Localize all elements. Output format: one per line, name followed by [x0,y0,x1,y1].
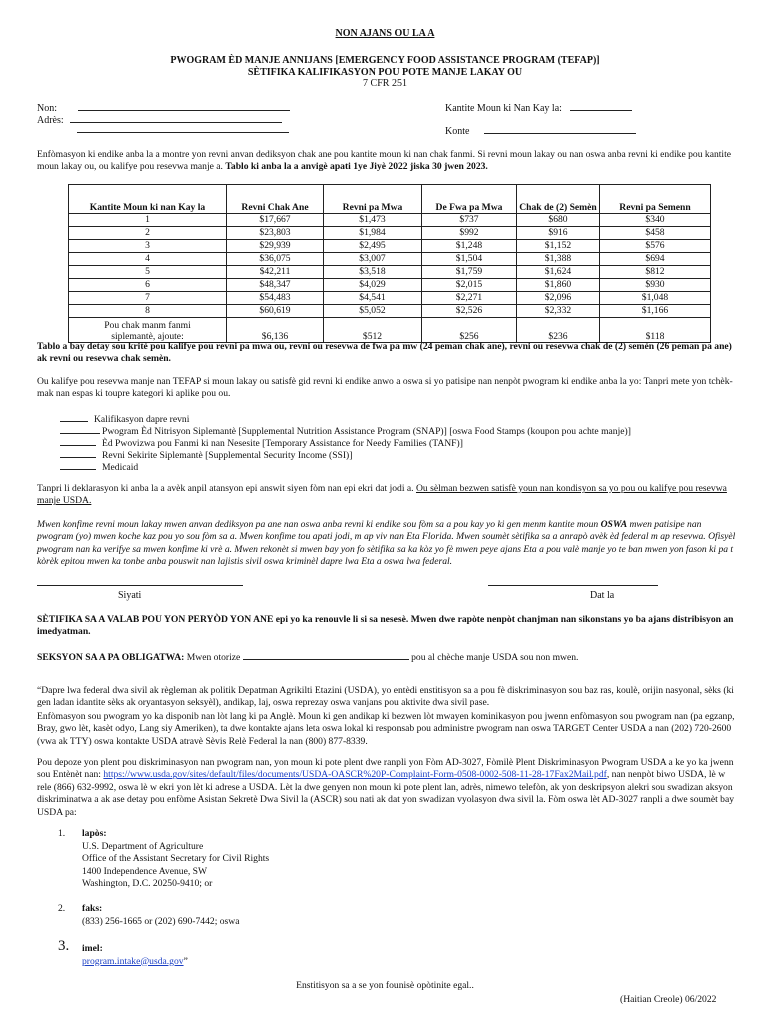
optional-text-before: Mwen otorize [186,652,241,663]
nondiscrimination-paragraph: “Dapre lwa federal dwa sivil ak règleman ak politik Depatman Agrikilti Etazini (USDA), yo entèdi enstitisyon sa a pou fè diskriminasyon sou baz ras, koulè, orijin nasyonal, sèks (ki gen ladan idantite sèks ak oryantasyon seksyèl), andikap, laj, oswa reprezay oswa vanjans pou aktivite dwa sivil pase. [37,685,734,709]
optional-section [37,650,578,664]
table-cell: $1,624 [517,266,600,279]
table-row [69,253,711,266]
table-cell: $2,015 [422,279,517,292]
form-version: (Haitian Creole) 06/2022 [620,994,717,1005]
table-cell: 4 [69,253,227,266]
validity-statement: SÈTIFIKA SA A VALAB POU YON PERYÒD YON ANE epi yo ka renouvle li si sa nesesè. Mwen dwe rapòte nenpòt chanjman nan sikonstans yo ba ajans distribisyon an imedyatman. [37,614,734,638]
table-cell: $737 [422,214,517,227]
contact-email-label: imel: [82,943,103,954]
table-cell: $29,939 [227,240,324,253]
complaint-part2: , nan nenpòt biwo USDA, lè w rele (866) 632-9992, oswa lè w ekri yon lèt ki adrese a USDA. Lèt la dwe genyen non moun ki pote plent lan, adrès, nimewo telefòn, ak yon deskripsyon alekri sou swadizan aksyon diskriminatwa a ak ase detay pou enfòme Asistan Sekretè Dwa Sivil la (ASCR) sou nati ak dat yon swadizan vyolasyon dwa sivil la. Fòm oswa lèt AD-3027 ranpli a dwe soumèt bay USDA pa: [37,769,735,818]
name-blank[interactable] [78,101,290,111]
table-cell: $2,526 [422,305,517,318]
contact-mail [82,828,269,891]
table-cell: $48,347 [227,279,324,292]
table-cell: $1,166 [600,305,711,318]
checklist-label: Medicaid [102,462,139,473]
intro-text: Enfòmasyon ki endike anba la a montre yon revni anvan dediksyon chak ane pou kantite moun ki nan chak fanmi. Si revni moun lakay ou nan oswa anba revni ki endike pou kantite moun lakay ou, ou kalifye pou resevwa manje a. [37,149,732,173]
table-row [69,266,711,279]
table-row [69,279,711,292]
table-cell: $118 [600,318,711,343]
table-cell: $992 [422,227,517,240]
table-cell: $1,388 [517,253,600,266]
header-biweekly: Chak de (2) Semèn [517,185,600,214]
table-cell: $36,075 [227,253,324,266]
table-cell: $1,473 [324,214,422,227]
checklist-label: Èd Pwovizwa pou Fanmi ki nan Nesesite [Temporary Assistance for Needy Families (TANF)] [102,438,463,449]
checklist-label: Pwogram Èd Nitrisyon Siplemantè [Supplemental Nutrition Assistance Program (SNAP)] [oswa Food Stamps (koupon pou achte manje)] [102,426,631,437]
affirmation-part2: mwen patisipe nan pwogram (yo) mwen koche kaz pou yo sou fòm sa a. Mwen konfime tou apati jodi, m ap viv nan Eta Florida. Mwen soumèt sètifika sa a anrapò avèk èd federal m ap resevwa. Ofisyèl pwogram nan ka verifye sa mwen konfime ki vrè a. Mwen rekonèt si mwen bay yon fo sètifika sa ka kòz yo fè mwen peye ajans Eta a pou valè manje yo te ban mwen yon fason ki pa t kòrèk epitou mwen ka tonbe anba pouswit nan lajistis sivil oswa kriminèl dapre lwa Eta a oswa lwa federal. [37,519,736,568]
header-monthly: Revni pa Mwa [324,185,422,214]
contact-number-2: 2. [58,903,66,914]
table-cell: $1,048 [600,292,711,305]
household-count-blank[interactable] [570,101,632,111]
address-blank-line2[interactable] [77,132,289,133]
table-row [69,227,711,240]
checkbox-medicaid[interactable] [60,460,138,474]
declaration-underlined: Ou sèlman bezwen satisfè youn nan kondisyon sa yo pou ou kalifye pou resevwa manje USDA. [37,483,727,507]
agency-name-title: NON AJANS OU LA A [335,28,435,39]
table-cell: $256 [422,318,517,343]
proxy-name-blank[interactable] [243,650,409,660]
email-link[interactable]: program.intake@usda.gov [82,955,184,967]
signature-label: Siyati [118,590,142,601]
table-row [69,240,711,253]
table-cell: $60,619 [227,305,324,318]
table-cell: $340 [600,214,711,227]
table-cell: $4,029 [324,279,422,292]
date-label: Dat la [590,590,615,601]
complaint-paragraph [37,757,737,819]
cfr-reference: 7 CFR 251 [363,78,407,89]
table-cell: $236 [517,318,600,343]
intro-effective-dates: Tablo ki anba la a anvigè apati 1ye Jiyè 2022 jiska 30 jwen 2023. [225,161,488,173]
table-cell: 3 [69,240,227,253]
table-cell: $916 [517,227,600,240]
equal-opportunity-statement: Enstitisyon sa a se yon founisè opòtinite egal.. [296,980,474,991]
contact-email [82,943,188,968]
table-cell: $1,860 [517,279,600,292]
table-row [69,292,711,305]
address-line: Office of the Assistant Secretary for Civil Rights [82,853,270,865]
table-cell: $458 [600,227,711,240]
table-cell: $6,136 [227,318,324,343]
affirmation-or: OSWA [600,519,628,530]
languages-paragraph: Enfòmasyon sou pwogram yo ka disponib nan lòt lang ki pa Anglè. Moun ki gen andikap ki bezwen lòt mwayen kominikasyon pou jwenn enfòmasyon sou pwogram nan (pa egzanp, Bray, gwo lèt, kasèt odyo, Lang siy Ameriken), ta dwe kontakte ajans leta oswa lokal ki responsab pou administre pwogram nan oswa TARGET Center USDA a nan (202) 720-2600 (vwa ak TTY) oswa kontakte USDA atravè Sèvis Relè Federal la nan (800) 877-8339. [37,711,735,747]
intro-paragraph [37,149,737,174]
table-cell: $2,495 [324,240,422,253]
table-cell: $17,667 [227,214,324,227]
header-weekly: Revni pa Semenn [600,185,711,214]
checklist-label: Revni Sekirite Siplemantè [Supplemental Security Income (SSI)] [102,450,353,461]
table-row-additional-member [69,318,711,343]
table-cell: $576 [600,240,711,253]
address-label: Adrès: [37,115,64,126]
table-cell: $1,984 [324,227,422,240]
header-annual: Revni Chak Ane [227,185,324,214]
table-cell: $1,248 [422,240,517,253]
address-line: Washington, D.C. 20250-9410; or [82,878,213,890]
county-field[interactable] [445,124,636,138]
table-cell: 2 [69,227,227,240]
complaint-part1: Pou depoze yon plent pou diskriminasyon nan pwogram nan, yon moun ki pote plent dwe ranpli yon Fòm AD-3027, Fòmilè Plent Diskriminasyon Pwogram USDA a ke yo ka jwenn sou Entènèt nan: [37,757,734,781]
fax-numbers: (833) 256-1665 or (202) 690-7442; oswa [82,915,240,927]
table-cell: $1,759 [422,266,517,279]
contact-fax [82,903,239,928]
household-count-field[interactable] [445,101,632,115]
income-guidelines-table [68,184,711,343]
email-suffix: ” [183,955,188,967]
complaint-form-link[interactable]: https://www.usda.gov/sites/default/files/documents/USDA-OASCR%20P-Complaint-Form-0508-0002-508-11-28-17Fax2Mail.pdf [103,769,607,781]
signature-line[interactable] [37,585,243,586]
table-cell: $2,271 [422,292,517,305]
program-title: PWOGRAM ÈD MANJE ANNIJANS [EMERGENCY FOOD ASSISTANCE PROGRAM (TEFAP)] [170,55,600,66]
county-blank[interactable] [484,124,636,134]
table-cell: 5 [69,266,227,279]
header-twice-monthly: De Fwa pa Mwa [422,185,517,214]
table-cell: $2,096 [517,292,600,305]
table-cell: $4,541 [324,292,422,305]
table-cell: 6 [69,279,227,292]
table-cell: $812 [600,266,711,279]
address-blank[interactable] [70,113,282,123]
contact-number-1: 1. [58,828,66,839]
declaration-paragraph [37,483,737,508]
table-cell: $680 [517,214,600,227]
table-cell: $3,007 [324,253,422,266]
checkmark-blank[interactable] [60,436,96,446]
affirmation-part1: Mwen konfime revni moun lakay mwen anvan dediksyon pa ane nan oswa anba revni ki endike sou fòm sa a pou kay yo ki gen menm kantite moun [37,519,599,530]
table-cell: $2,332 [517,305,600,318]
contact-fax-label: faks: [82,903,103,914]
contact-number-3: 3. [58,938,70,954]
table-cell: $512 [324,318,422,343]
address-line: U.S. Department of Agriculture [82,840,204,852]
table-cell: 1 [69,214,227,227]
checklist-label: Kalifikasyon dapre revni [94,414,190,425]
table-cell: $23,803 [227,227,324,240]
additional-label-line1: Pou chak manm fanmi [104,320,191,331]
address-line: 1400 Independence Avenue, SW [82,865,208,877]
optional-section-label: SEKSYON SA A PA OBLIGATWA: [37,652,185,663]
header-household-size: Kantite Moun ki nan Kay la [69,185,227,214]
table-header-row [69,185,711,214]
affirmation-paragraph [37,519,737,569]
optional-text-after: pou al chèche manje USDA sou non mwen. [411,652,579,663]
checkmark-blank[interactable] [60,448,96,458]
address-field[interactable] [37,113,282,127]
eligibility-paragraph: Ou kalifye pou resevwa manje nan TEFAP si moun lakay ou satisfè gid revni ki endike anwo a oswa si yo patisipe nan nenpòt pwogram ki endike anba la yo: Tanpri mete yon tchèk-mak nan espas ki toupre kategori ki aplike pou ou. [37,376,733,400]
declaration-text: Tanpri li deklarasyon ki anba la a avèk anpil atansyon epi answit siyen fòm nan epi ekri dat jodi a. [37,483,414,494]
table-cell: $42,211 [227,266,324,279]
name-label: Non: [37,103,57,114]
table-cell: 7 [69,292,227,305]
checkmark-blank[interactable] [60,460,96,470]
table-row [69,305,711,318]
table-note: Tablo a bay detay sou kritè pou kalifye pou revni pa mwa ou, revni ou resevwa de fwa pa mw (24 peman chak ane), revni ou resevwa chak de (2) semèn (26 peman pa ane) ak revni ou resevwa chak semèn. [37,341,732,365]
checkmark-blank[interactable] [60,412,88,422]
certification-title: SÈTIFIKA KALIFIKASYON POU POTE MANJE LAKAY OU [247,67,523,78]
date-line[interactable] [488,585,658,586]
checkmark-blank[interactable] [60,424,100,434]
table-row [69,214,711,227]
table-cell: $930 [600,279,711,292]
additional-member-label [69,318,227,343]
household-count-label: Kantite Moun ki Nan Kay la: [445,103,562,114]
additional-label-line2: siplemantè, ajoute: [111,331,184,342]
table-cell: $694 [600,253,711,266]
contact-mail-label: lapòs: [82,828,107,839]
table-cell: $54,483 [227,292,324,305]
county-label: Konte [445,126,470,137]
table-cell: $1,152 [517,240,600,253]
table-cell: 8 [69,305,227,318]
table-cell: $5,052 [324,305,422,318]
table-cell: $3,518 [324,266,422,279]
table-cell: $1,504 [422,253,517,266]
